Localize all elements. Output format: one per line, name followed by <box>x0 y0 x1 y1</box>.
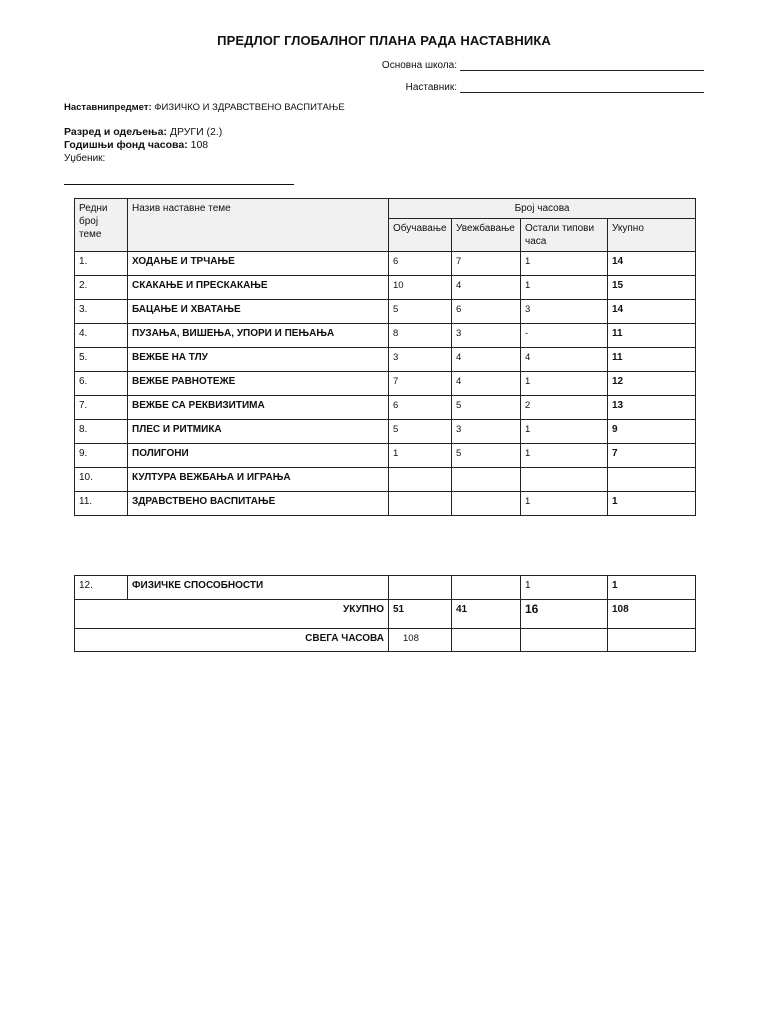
total-learning: 51 <box>389 600 452 629</box>
row-total <box>608 468 696 492</box>
hours-line <box>64 139 208 151</box>
row-total: 1 <box>608 492 696 516</box>
row-total: 15 <box>608 276 696 300</box>
row-practice: 6 <box>452 300 521 324</box>
row-learning: 3 <box>389 348 452 372</box>
header-hours: Број часова <box>389 199 696 219</box>
table-header-row <box>75 199 696 219</box>
textbook-label: Уџбеник: <box>64 153 106 164</box>
hours-label: Годишњи фонд часова: <box>64 139 188 151</box>
row-other: 1 <box>521 576 608 600</box>
row-num: 2. <box>75 276 128 300</box>
subject-label: Наставнипредмет: <box>64 102 152 113</box>
row-num: 7. <box>75 396 128 420</box>
row-name: ХОДАЊЕ И ТРЧАЊЕ <box>128 252 389 276</box>
header-name: Назив наставне теме <box>128 199 389 252</box>
row-practice: 4 <box>452 276 521 300</box>
row-total: 12 <box>608 372 696 396</box>
row-practice <box>452 468 521 492</box>
row-learning: 6 <box>389 252 452 276</box>
textbook-underline <box>64 184 294 185</box>
row-learning <box>389 576 452 600</box>
header-total: Укупно <box>608 219 696 252</box>
row-total: 7 <box>608 444 696 468</box>
table-row <box>75 372 696 396</box>
subject-line <box>64 102 345 113</box>
row-learning <box>389 468 452 492</box>
table-row <box>75 576 696 600</box>
row-other: 1 <box>521 252 608 276</box>
row-practice <box>452 492 521 516</box>
row-num: 12. <box>75 576 128 600</box>
row-name: БАЦАЊЕ И ХВАТАЊЕ <box>128 300 389 324</box>
teacher-blank <box>460 82 704 93</box>
total-row <box>75 600 696 629</box>
table-row <box>75 396 696 420</box>
row-num: 3. <box>75 300 128 324</box>
row-other: - <box>521 324 608 348</box>
textbook-line <box>64 153 105 164</box>
table-row <box>75 252 696 276</box>
school-blank <box>460 60 704 71</box>
page-title: ПРЕДЛОГ ГЛОБАЛНОГ ПЛАНА РАДА НАСТАВНИКА <box>217 33 551 48</box>
table-row <box>75 468 696 492</box>
row-num: 11. <box>75 492 128 516</box>
header-learning: Обучавање <box>389 219 452 252</box>
total-label: УКУПНО <box>75 600 389 629</box>
row-practice: 5 <box>452 396 521 420</box>
row-num: 6. <box>75 372 128 396</box>
row-name: ПУЗАЊА, ВИШЕЊА, УПОРИ И ПЕЊАЊА <box>128 324 389 348</box>
row-other: 1 <box>521 420 608 444</box>
row-other: 1 <box>521 372 608 396</box>
topics-table <box>74 198 696 516</box>
row-name: ФИЗИЧКЕ СПОСОБНОСТИ <box>128 576 389 600</box>
grand-empty-1 <box>452 629 521 652</box>
row-learning: 1 <box>389 444 452 468</box>
row-name: ЗДРАВСТВЕНО ВАСПИТАЊЕ <box>128 492 389 516</box>
teacher-label: Наставник: <box>405 82 457 93</box>
school-field <box>382 60 704 71</box>
row-name: ВЕЖБЕ РАВНОТЕЖЕ <box>128 372 389 396</box>
grand-total-value: 108 <box>389 629 452 652</box>
row-other: 1 <box>521 492 608 516</box>
totals-table <box>74 575 696 652</box>
row-learning: 8 <box>389 324 452 348</box>
grade-value: ДРУГИ (2.) <box>169 126 223 138</box>
header-num: Редни број теме <box>75 199 128 252</box>
teacher-field <box>406 82 704 93</box>
row-num: 9. <box>75 444 128 468</box>
row-name: ВЕЖБЕ НА ТЛУ <box>128 348 389 372</box>
total-other: 16 <box>521 600 608 629</box>
grand-empty-3 <box>608 629 696 652</box>
row-num: 10. <box>75 468 128 492</box>
table-row <box>75 348 696 372</box>
row-practice <box>452 576 521 600</box>
row-num: 5. <box>75 348 128 372</box>
row-practice: 7 <box>452 252 521 276</box>
table-row <box>75 276 696 300</box>
row-num: 1. <box>75 252 128 276</box>
row-learning: 6 <box>389 396 452 420</box>
row-name: ВЕЖБЕ СА РЕКВИЗИТИМА <box>128 396 389 420</box>
row-name: КУЛТУРА ВЕЖБАЊА И ИГРАЊА <box>128 468 389 492</box>
row-name: СКАКАЊЕ И ПРЕСКАКАЊЕ <box>128 276 389 300</box>
table-row <box>75 444 696 468</box>
school-label: Основна школа: <box>381 60 457 71</box>
header-practice: Увежбавање <box>452 219 521 252</box>
row-learning: 5 <box>389 420 452 444</box>
row-practice: 4 <box>452 348 521 372</box>
row-num: 8. <box>75 420 128 444</box>
row-total: 14 <box>608 252 696 276</box>
row-learning: 10 <box>389 276 452 300</box>
row-name: ПЛЕС И РИТМИКА <box>128 420 389 444</box>
grade-label: Разред и одељења: <box>64 126 167 138</box>
row-learning: 5 <box>389 300 452 324</box>
total-practice: 41 <box>452 600 521 629</box>
row-num: 4. <box>75 324 128 348</box>
table-row <box>75 420 696 444</box>
total-total: 108 <box>608 600 696 629</box>
subject-value: ФИЗИЧКО И ЗДРАВСТВЕНО ВАСПИТАЊЕ <box>154 102 345 113</box>
row-total: 11 <box>608 348 696 372</box>
row-total: 13 <box>608 396 696 420</box>
row-practice: 4 <box>452 372 521 396</box>
table-row <box>75 324 696 348</box>
row-other: 4 <box>521 348 608 372</box>
row-other: 1 <box>521 444 608 468</box>
row-learning: 7 <box>389 372 452 396</box>
grand-total-row <box>75 629 696 652</box>
row-other: 2 <box>521 396 608 420</box>
row-name: ПОЛИГОНИ <box>128 444 389 468</box>
row-learning <box>389 492 452 516</box>
hours-value: 108 <box>190 139 209 151</box>
row-total: 11 <box>608 324 696 348</box>
row-other: 1 <box>521 276 608 300</box>
row-total: 14 <box>608 300 696 324</box>
row-practice: 3 <box>452 324 521 348</box>
row-total: 9 <box>608 420 696 444</box>
table-row <box>75 300 696 324</box>
row-total: 1 <box>608 576 696 600</box>
table-row <box>75 492 696 516</box>
header-other: Остали типови часа <box>521 219 608 252</box>
row-other <box>521 468 608 492</box>
row-practice: 5 <box>452 444 521 468</box>
grand-empty-2 <box>521 629 608 652</box>
row-practice: 3 <box>452 420 521 444</box>
row-other: 3 <box>521 300 608 324</box>
grand-total-label: СВЕГА ЧАСОВА <box>75 629 389 652</box>
grade-line <box>64 126 222 138</box>
